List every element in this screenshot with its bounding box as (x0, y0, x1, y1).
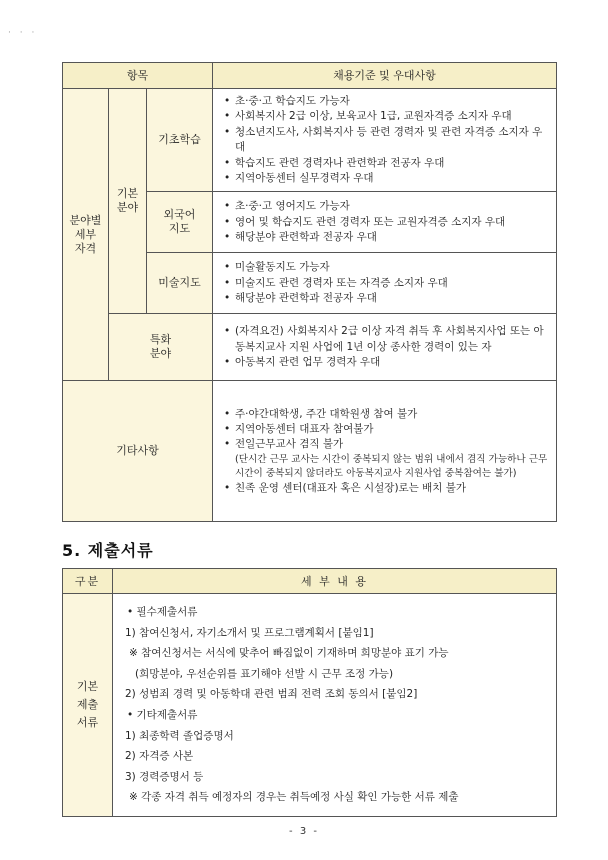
list-item: • 초·중·고 학습지도 가능자 (223, 94, 550, 109)
doc-line: • 필수제출서류 (127, 606, 198, 618)
row-label-foreign-language: 외국어 지도 (147, 192, 213, 253)
list-item: • 해당분야 관련학과 전공자 우대 (223, 230, 550, 245)
header-criteria: 채용기준 및 우대사항 (213, 63, 557, 89)
section-heading: 5. 제출서류 (62, 541, 154, 560)
qualification-table (62, 62, 557, 522)
row-label-etc: 기타사항 (63, 381, 213, 522)
page-number: - 3 - (289, 826, 319, 837)
list-item: • 해당분야 관련학과 전공자 우대 (223, 291, 550, 306)
list-item: • 사회복지사 2급 이상, 보육교사 1급, 교원자격증 소지자 우대 (223, 109, 550, 124)
row-content-foreign-language (213, 192, 557, 253)
documents-table (62, 568, 557, 817)
row-content-special-field (213, 314, 557, 381)
row-content-basic-learning (213, 89, 557, 192)
header-category: 구분 (63, 569, 113, 594)
header-detail: 세 부 내 용 (113, 569, 557, 594)
doc-line: 1) 최종학력 졸업증명서 (125, 729, 234, 742)
documents-content (113, 594, 557, 817)
list-item: • 영어 및 학습지도 관련 경력자 또는 교원자격증 소지자 우대 (223, 215, 550, 230)
etc-note: (단시간 근무 교사는 시간이 중복되지 않는 범위 내에서 겸직 가능하나 근무시간이 중복되지 않더라도 아동복지교사 지원사업 중복참여는 불가) (235, 453, 548, 479)
doc-line: 1) 참여신청서, 자기소개서 및 프로그램계획서 [붙임1] (125, 626, 374, 639)
row-label-special-field: 특화 분야 (109, 314, 213, 381)
group-label: 분야별 세부 자격 (63, 89, 109, 381)
basic-documents-label: 기본 제출 서류 (63, 594, 113, 817)
row-content-art (213, 253, 557, 314)
list-item: • 미술지도 관련 경력자 또는 자격증 소지자 우대 (223, 276, 550, 291)
header-item: 항목 (63, 63, 213, 89)
basic-field-label: 기본 분야 (109, 89, 147, 314)
list-item: • 지역아동센터 실무경력자 우대 (223, 171, 550, 186)
doc-line: ※ 각종 자격 취득 예정자의 경우는 취득예정 사실 확인 가능한 서류 제출 (129, 791, 459, 804)
list-item: • 학습지도 관련 경력자나 관련학과 전공자 우대 (223, 156, 550, 171)
doc-line: 2) 자격증 사본 (125, 750, 194, 763)
doc-line: ※ 참여신청서는 서식에 맞추어 빠짐없이 기재하며 희망분야 표기 가능 (129, 647, 449, 660)
row-label-art: 미술지도 (147, 253, 213, 314)
list-item: • 청소년지도사, 사회복지사 등 관련 경력자 및 관련 자격증 소지자 우대 (223, 125, 550, 156)
doc-line: • 기타제출서류 (127, 708, 198, 721)
doc-line: 3) 경력증명서 등 (125, 770, 204, 783)
doc-line: (희망분야, 우선순위를 표기해야 선발 시 근무 조정 가능) (135, 667, 394, 680)
list-item: • 아동복지 관련 업무 경력자 우대 (223, 355, 550, 370)
list-item: • 친족 운영 센터(대표자 혹은 시설장)로는 배치 불가 (223, 481, 550, 496)
doc-line: 2) 성범죄 경력 및 아동학대 관련 범죄 전력 조회 동의서 [붙임2] (125, 688, 418, 701)
row-label-basic-learning: 기초학습 (147, 89, 213, 192)
list-item: • 지역아동센터 대표자 참여불가 (223, 422, 550, 437)
list-item: • 미술활동지도 가능자 (223, 260, 550, 275)
list-item: • (자격요건) 사회복지사 2급 이상 자격 취득 후 사회복지사업 또는 아동복지교사 지원 사업에 1년 이상 종사한 경력이 있는 자 (223, 324, 550, 355)
list-item: • 주·야간대학생, 주간 대학원생 참여 불가 (223, 407, 550, 422)
row-content-etc (213, 381, 557, 522)
scan-mark: · · · (8, 28, 38, 38)
list-item: • 전일근무교사 겸직 불가 (223, 437, 550, 452)
list-item: • 초·중·고 영어지도 가능자 (223, 199, 550, 214)
